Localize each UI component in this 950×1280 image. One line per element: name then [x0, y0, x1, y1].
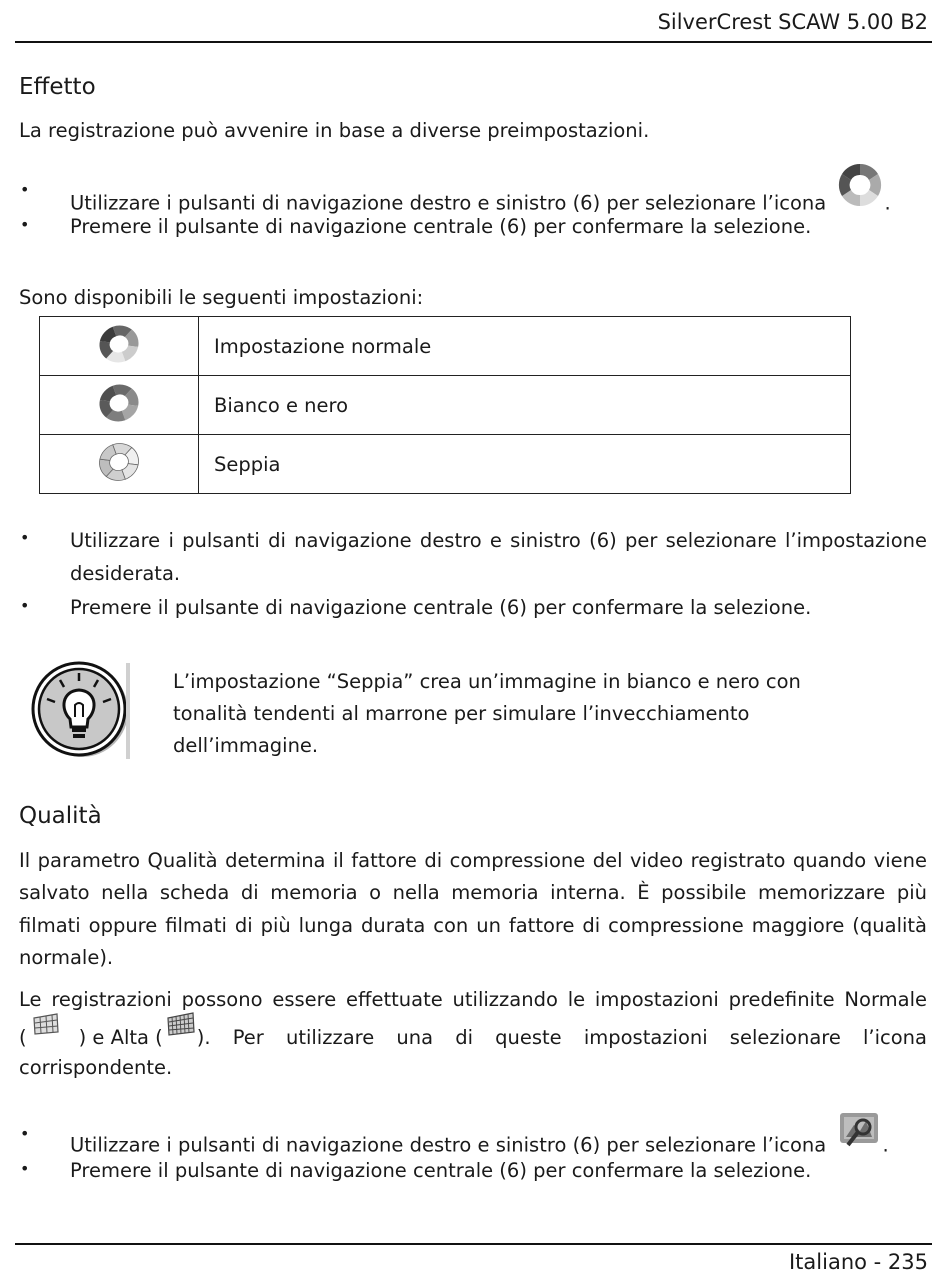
- table-row: [40, 376, 851, 435]
- note-line-3: dell’immagine.: [173, 734, 319, 757]
- qualita-para2-open-paren: (: [19, 1025, 27, 1049]
- qualita-bullet-1-text: Utilizzare i pulsanti di navigazione destro e sinistro (6) per selezionare l’icona: [70, 1133, 827, 1157]
- section-heading-effetto: Effetto: [19, 74, 96, 100]
- bullet-marker: •: [20, 180, 30, 199]
- header-rule: [15, 41, 932, 43]
- effetto-available-label: Sono disponibili le seguenti impostazioni:: [19, 286, 424, 309]
- effetto-bullet-1-period: .: [884, 191, 891, 215]
- effetto-bullet-3-line2: desiderata.: [70, 562, 181, 585]
- bw-ring-icon: [96, 381, 142, 425]
- effetto-bullet-2: Premere il pulsante di navigazione centrale (6) per confermare la selezione.: [70, 215, 812, 238]
- qualita-para2-line3: corrispondente.: [19, 1056, 173, 1079]
- effect-ring-icon: [836, 161, 884, 219]
- footer-rule: [15, 1243, 932, 1245]
- qualita-para1-line1: Il parametro Qualità determina il fattore di compressione del video registrato quando viene: [19, 849, 927, 872]
- qualita-bullet-1-period: .: [882, 1133, 889, 1157]
- sepia-ring-icon: [96, 440, 142, 484]
- effetto-bullet-3-line1: Utilizzare i pulsanti di navigazione destro e sinistro (6) per selezionare l’impostazione: [70, 529, 927, 552]
- footer-page-label: Italiano - 235: [788, 1250, 928, 1274]
- table-cell-icon: [40, 435, 199, 494]
- qualita-para2-mid: ) e Alta (: [78, 1025, 163, 1049]
- qualita-para2-line1: Le registrazioni possono essere effettuate utilizzando le impostazioni predefinite Normale: [19, 988, 927, 1011]
- bullet-marker: •: [20, 528, 30, 547]
- qualita-para1-line2: salvato nella scheda di memoria o nella memoria interna. È possibile memorizzare più: [19, 881, 927, 904]
- lightbulb-icon: [30, 661, 130, 759]
- note-line-2: tonalità tendenti al marrone per simulare l’invecchiamento: [173, 702, 750, 725]
- effetto-intro: La registrazione può avvenire in base a diverse preimpostazioni.: [19, 119, 650, 142]
- qualita-para1-line3: filmati oppure filmati di più lunga durata con un fattore di compressione maggiore (qualità: [19, 914, 927, 937]
- setting-label: Seppia: [199, 435, 851, 494]
- qualita-para1-line4: normale).: [19, 946, 114, 969]
- table-cell-icon: [40, 317, 199, 376]
- bullet-marker: •: [20, 1159, 30, 1178]
- table-cell-icon: [40, 376, 199, 435]
- header-title: SilverCrest SCAW 5.00 B2: [657, 10, 928, 34]
- quality-high-icon: [165, 1011, 197, 1047]
- quality-normal-icon: [31, 1012, 61, 1046]
- note-shadow-bar: [126, 663, 130, 759]
- bullet-marker: •: [20, 1124, 30, 1143]
- setting-label: Bianco e nero: [199, 376, 851, 435]
- section-heading-qualita: Qualità: [19, 803, 102, 829]
- table-row: [40, 435, 851, 494]
- quality-menu-icon: [836, 1107, 882, 1161]
- table-row: [40, 317, 851, 376]
- settings-table: [39, 316, 851, 494]
- setting-label: Impostazione normale: [199, 317, 851, 376]
- effetto-bullet-1-text: Utilizzare i pulsanti di navigazione destro e sinistro (6) per selezionare l’icona: [70, 191, 827, 215]
- qualita-para2-line2: [19, 1019, 927, 1055]
- qualita-para2-tail: ). Per utilizzare una di queste impostazioni selezionare l’icona: [196, 1025, 927, 1049]
- bullet-marker: •: [20, 596, 30, 615]
- note-line-1: L’impostazione “Seppia” crea un’immagine in bianco e nero con: [173, 670, 801, 693]
- effetto-bullet-4: Premere il pulsante di navigazione centrale (6) per confermare la selezione.: [70, 596, 812, 619]
- bullet-marker: •: [20, 215, 30, 234]
- color-ring-icon: [96, 322, 142, 366]
- qualita-bullet-2: Premere il pulsante di navigazione centrale (6) per confermare la selezione.: [70, 1159, 812, 1182]
